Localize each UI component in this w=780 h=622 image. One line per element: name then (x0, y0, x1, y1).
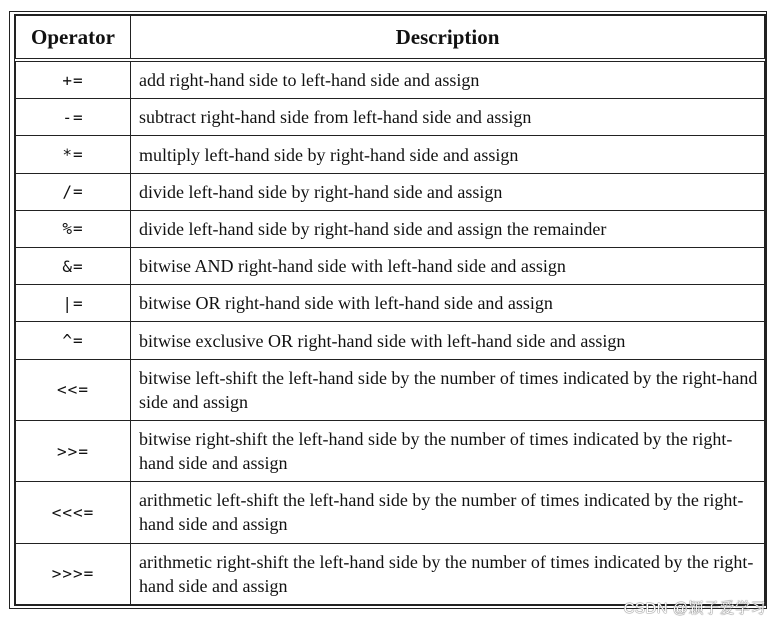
operator-cell: |= (16, 285, 131, 322)
description-cell: subtract right-hand side from left-hand side and assign (131, 99, 765, 136)
description-cell: divide left-hand side by right-hand side and assign (131, 173, 765, 210)
header-operator: Operator (16, 16, 131, 61)
description-cell: bitwise right-shift the left-hand side by the number of times indicated by the right-hand side and assign (131, 420, 765, 481)
table-row (16, 136, 765, 173)
table-header-row (16, 16, 765, 61)
description-cell: bitwise left-shift the left-hand side by the number of times indicated by the right-hand side and assign (131, 359, 765, 420)
table-row (16, 210, 765, 247)
table-row (16, 359, 765, 420)
description-cell: multiply left-hand side by right-hand side and assign (131, 136, 765, 173)
description-cell: arithmetic right-shift the left-hand side by the number of times indicated by the right-hand side and assign (131, 543, 765, 604)
table-row (16, 482, 765, 543)
assignment-operators-table (15, 15, 765, 605)
description-cell: divide left-hand side by right-hand side and assign the remainder (131, 210, 765, 247)
operator-cell: /= (16, 173, 131, 210)
table-row (16, 60, 765, 99)
operator-cell: &= (16, 248, 131, 285)
table-row (16, 173, 765, 210)
description-cell: add right-hand side to left-hand side and assign (131, 60, 765, 99)
operator-cell: <<= (16, 359, 131, 420)
operator-cell: %= (16, 210, 131, 247)
operator-cell: >>>= (16, 543, 131, 604)
operator-cell: ^= (16, 322, 131, 359)
operator-cell: -= (16, 99, 131, 136)
operator-cell: += (16, 60, 131, 99)
table-row (16, 322, 765, 359)
header-description: Description (131, 16, 765, 61)
watermark: CSDN @颖子爱学习 (623, 600, 766, 617)
table-row (16, 285, 765, 322)
table-row (16, 99, 765, 136)
description-cell: bitwise AND right-hand side with left-hand side and assign (131, 248, 765, 285)
operator-cell: <<<= (16, 482, 131, 543)
description-cell: bitwise OR right-hand side with left-hand side and assign (131, 285, 765, 322)
operator-cell: *= (16, 136, 131, 173)
description-cell: bitwise exclusive OR right-hand side with left-hand side and assign (131, 322, 765, 359)
table-row (16, 420, 765, 481)
table-row (16, 543, 765, 604)
table-row (16, 248, 765, 285)
operator-cell: >>= (16, 420, 131, 481)
description-cell: arithmetic left-shift the left-hand side by the number of times indicated by the right-hand side and assign (131, 482, 765, 543)
operator-table-container (14, 14, 766, 606)
